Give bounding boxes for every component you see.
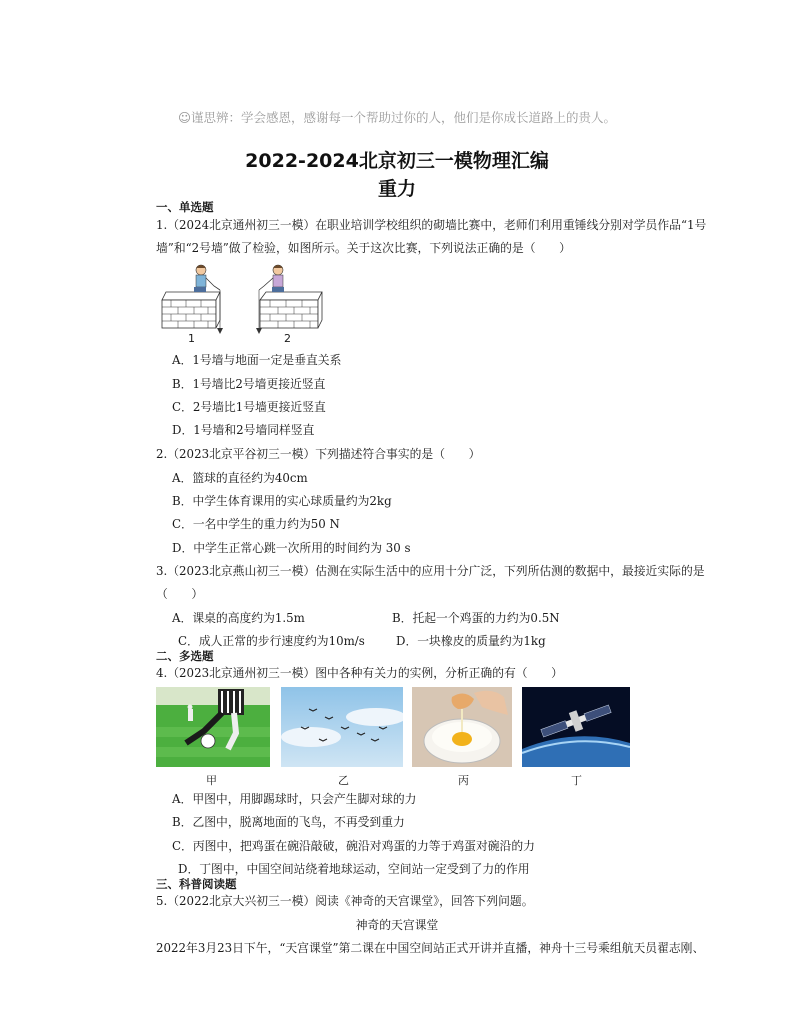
wall-2-label: 2 — [284, 332, 291, 345]
page-title: 2022-2024北京初三一模物理汇编 — [245, 150, 549, 172]
q1-option-a: A．1号墙与地面一定是垂直关系 — [172, 353, 342, 367]
wall-2-illustration — [256, 265, 322, 334]
q3-stem-line1: 3.（2023北京燕山初三一模）估测在实际生活中的应用十分广泛，下列所估测的数据中，最接近实际的是 — [156, 564, 705, 578]
q2-option-c: C．一名中学生的重力约为50 N — [172, 517, 340, 531]
wall-1-label: 1 — [188, 332, 195, 345]
q1-stem-line2: 墙”和“2号墙”做了检验，如图所示。关于这次比赛，下列说法正确的是（ ） — [156, 241, 571, 255]
q4-option-a: A．甲图中，用脚踢球时，只会产生脚对球的力 — [172, 792, 417, 806]
q3-option-d: D．一块橡皮的质量约为1kg — [396, 634, 546, 648]
photo-flying-birds — [281, 687, 403, 767]
q2-option-b: B．中学生体育课用的实心球质量约为2kg — [172, 494, 392, 508]
q3-option-a: A．课桌的高度约为1.5m — [172, 611, 305, 625]
article-title: 神奇的天宫课堂 — [355, 918, 439, 932]
photo-egg-bowl — [412, 687, 512, 767]
q5-stem: 5.（2022北京大兴初三一模）阅读《神奇的天宫课堂》，回答下列问题。 — [156, 894, 534, 908]
q1-stem-line1: 1.（2024北京通州初三一模）在职业培训学校组织的砌墙比赛中，老师们利用重锤线分别对学员作品“1号 — [156, 218, 707, 232]
q3-option-c: C．成人正常的步行速度约为10m/s — [178, 634, 365, 648]
photo-soccer-kick — [156, 687, 270, 767]
q4-option-d: D．丁图中，中国空间站绕着地球运动，空间站一定受到了力的作用 — [178, 862, 530, 876]
photo-caption-yi: 乙 — [338, 774, 349, 787]
q2-option-a: A．篮球的直径约为40cm — [172, 471, 308, 485]
wall-1-illustration — [162, 265, 223, 334]
q2-option-d: D．中学生正常心跳一次所用的时间约为 30 s — [172, 541, 411, 555]
q1-wall-figure — [156, 260, 331, 345]
q3-stem-line2: （ ） — [156, 587, 204, 601]
photo-caption-bing: 丙 — [458, 774, 469, 787]
q1-option-d: D．1号墙和2号墙同样竖直 — [172, 423, 315, 437]
photo-space-station — [522, 687, 630, 767]
photo-caption-ding: 丁 — [571, 774, 582, 787]
section-heading-reading: 三、科普阅读题 — [156, 877, 237, 891]
q4-option-b: B．乙图中，脱离地面的飞鸟，不再受到重力 — [172, 815, 405, 829]
section-heading-single-choice: 一、单选题 — [156, 200, 214, 214]
q1-option-c: C．2号墙比1号墙更接近竖直 — [172, 400, 326, 414]
q4-option-c: C．丙图中，把鸡蛋在碗沿敲破，碗沿对鸡蛋的力等于鸡蛋对碗沿的力 — [172, 839, 535, 853]
article-paragraph-line1: 2022年3月23日下午，“天宫课堂”第二课在中国空间站正式开讲并直播，神舟十三号乘组航天员翟志刚、 — [156, 941, 705, 955]
q4-stem: 4.（2023北京通州初三一模）图中各种有关力的实例，分析正确的有（ ） — [156, 666, 563, 680]
q2-stem: 2.（2023北京平谷初三一模）下列描述符合事实的是（ ） — [156, 447, 481, 461]
photo-caption-jia: 甲 — [206, 774, 217, 787]
section-heading-multi-choice: 二、多选题 — [156, 649, 214, 663]
q3-option-b: B．托起一个鸡蛋的力约为0.5N — [392, 611, 560, 625]
q1-option-b: B．1号墙比2号墙更接近竖直 — [172, 377, 326, 391]
page-subtitle: 重力 — [377, 178, 416, 200]
motto-line: ☺谨思辨：学会感恩，感谢每一个帮助过你的人，他们是你成长道路上的贵人。 — [177, 110, 617, 125]
